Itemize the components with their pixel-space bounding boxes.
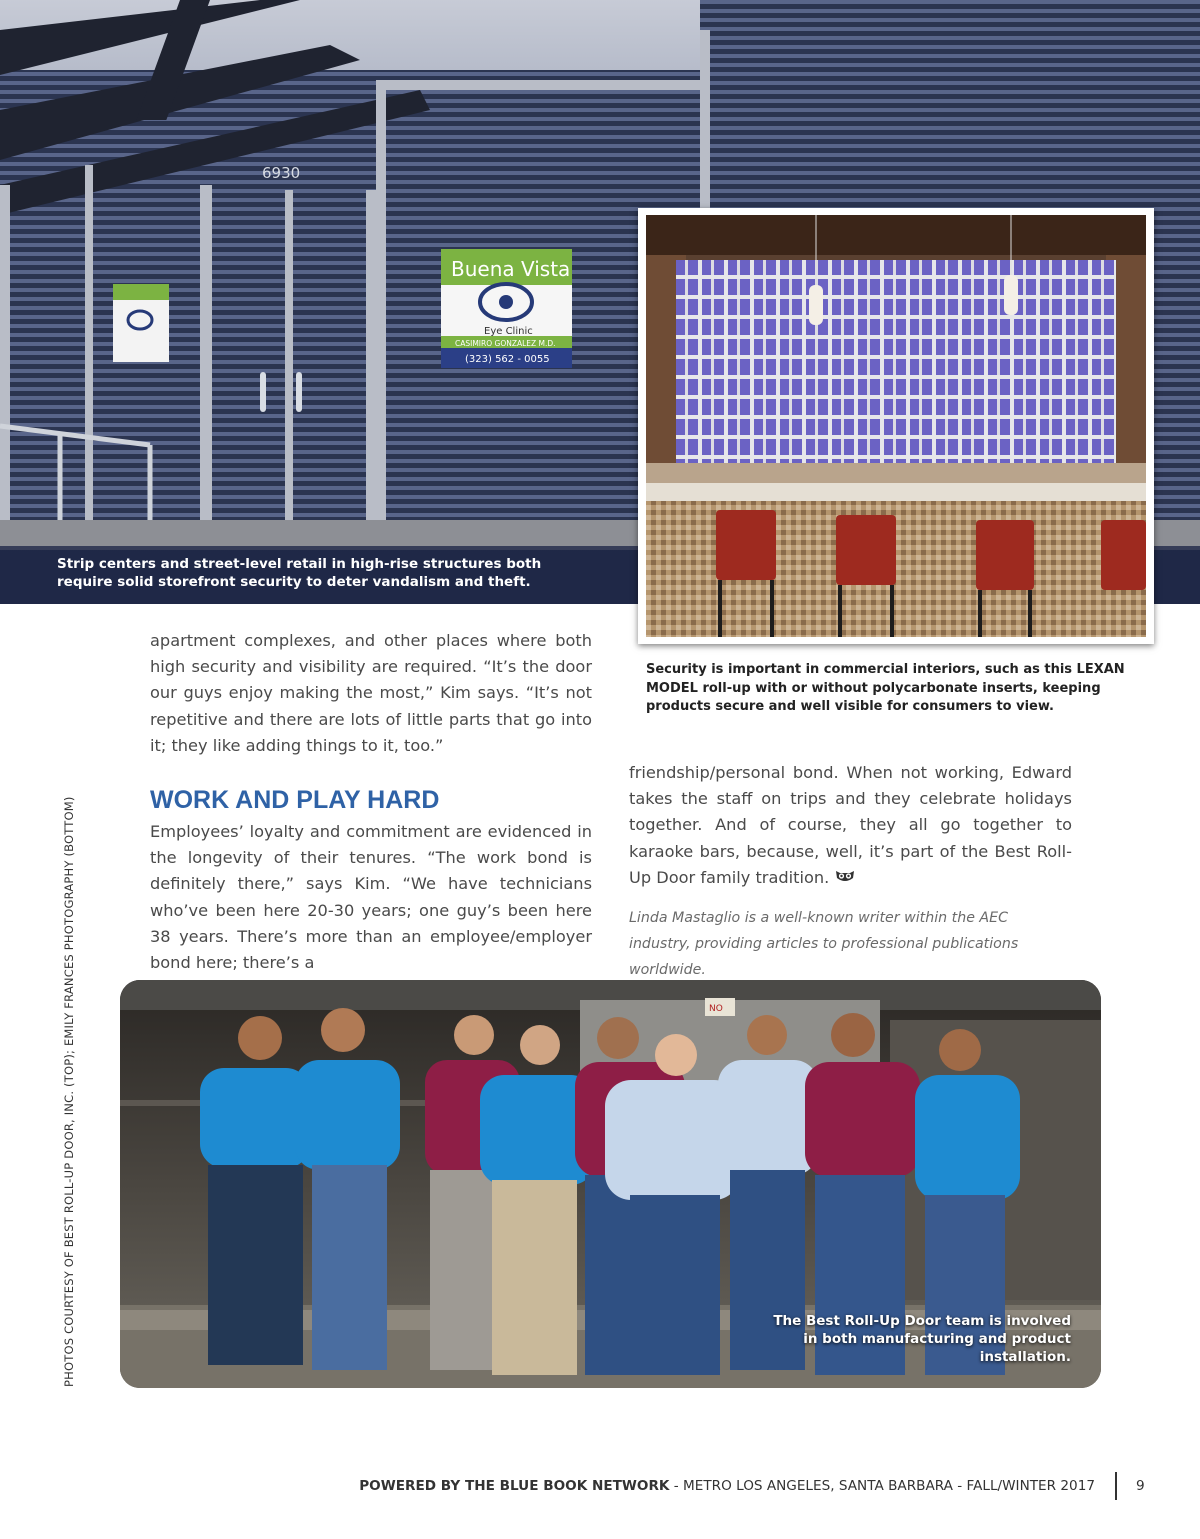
inset-caption: Security is important in commercial interiors, such as this LEXAN MODEL roll-up with or without polycarbonate inserts, keeping products secure and well visible for consumers to view.	[646, 662, 1125, 714]
sign-subtitle: Eye Clinic	[484, 326, 533, 337]
article-right-column	[629, 760, 1072, 983]
photo-credit: PHOTOS COURTESY OF BEST ROLL-UP DOOR, INC. (TOP); EMILY FRANCES PHOTOGRAPHY (BOTTOM)	[62, 796, 76, 1387]
article-body-right	[629, 760, 1072, 891]
hero-caption: Strip centers and street-level retail in high-rise structures both require solid storefront security to deter vandalism and theft.	[57, 556, 542, 590]
article-body-left: Employees’ loyalty and commitment are evidenced in the longevity of their tenures. “The work bond is definitely there,” says Kim. “We have technicians who’ve been here 20-30 years; one guy’s been here 38 years. There’s more than an employee/employer bond here; there’s a	[150, 822, 592, 973]
author-bio: Linda Mastaglio is a well-known writer within the AEC industry, providing articles to professional publications worldwide.	[629, 910, 1019, 979]
page-footer	[300, 1478, 1095, 1494]
sign-doctor: CASIMIRO GONZALEZ M.D.	[455, 339, 556, 348]
article-body-right-text: friendship/personal bond. When not working, Edward takes the staff on trips and they celebrate holidays together. And of course, they all go together to karaoke bars, because, well, it’s part of the Best Roll-Up Door family tradition.	[629, 763, 1072, 887]
sign-brand: Buena Vista	[451, 257, 571, 281]
team-photo	[120, 980, 1101, 1388]
section-heading: WORK AND PLAY HARD	[150, 786, 440, 815]
footer-divider	[1115, 1472, 1117, 1500]
footer-brand: POWERED BY THE BLUE BOOK NETWORK	[359, 1478, 670, 1494]
sign-phone: (323) 562 - 0055	[465, 354, 550, 365]
article-left-column	[150, 628, 592, 976]
bar-interior-photo	[638, 208, 1154, 644]
article-intro-paragraph: apartment complexes, and other places where both high security and visibility are required. “It’s the door our guys enjoy making the most,” Kim says. “It’s not repetitive and there are lots of little parts that go into it; they like adding things to it, too.”	[150, 631, 592, 755]
footer-edition: - METRO LOS ANGELES, SANTA BARBARA - FALL/WINTER 2017	[669, 1478, 1095, 1494]
owl-end-icon	[835, 865, 855, 891]
bar-illustration	[646, 215, 1146, 637]
shop-sign-text: NO	[709, 1004, 723, 1014]
page-number: 9	[1136, 1478, 1145, 1494]
team-caption: The Best Roll-Up Door team is involved in both manufacturing and product installation.	[773, 1313, 1071, 1365]
address-number: 6930	[262, 164, 301, 182]
